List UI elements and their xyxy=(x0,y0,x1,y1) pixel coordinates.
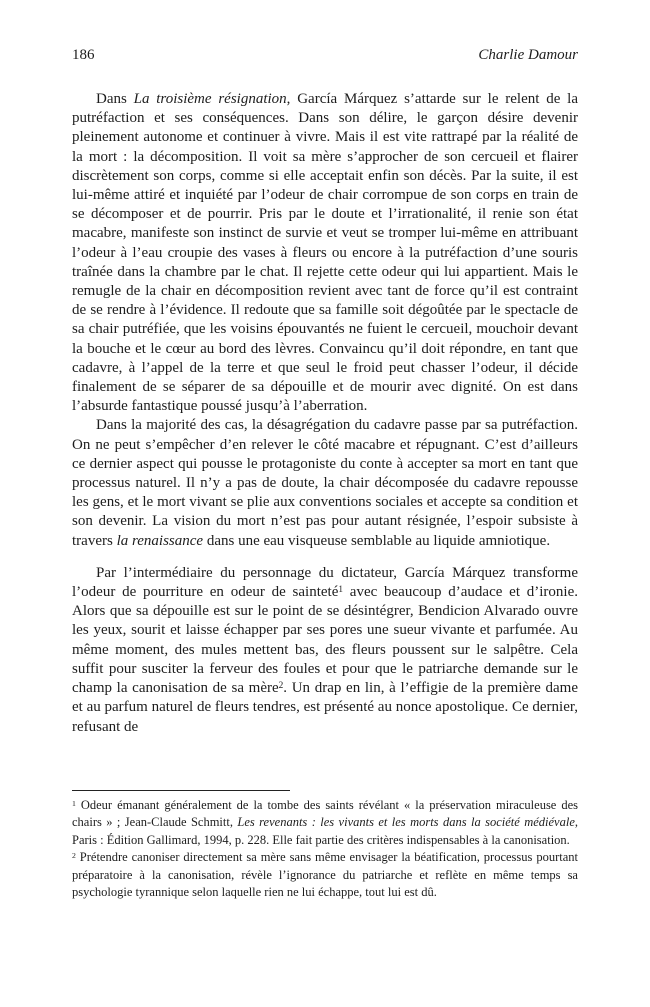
text-run: Prétendre canoniser directement sa mère sans même envisager la béatification, processus pourtant préparatoire à la canonisation, révèle l’ignorance du patriarche et reflète en même temps sa psychologie tyrannique selon laquelle rien ne lui échappe, tout lui est dû. xyxy=(72,850,578,900)
footnote-reference-1: 1 xyxy=(338,584,344,595)
text-run: , Paris : Édition Gallimard, 1994, p. 228. Elle fait partie des critères indispensables à la canonisation. xyxy=(72,815,578,847)
body-text xyxy=(72,90,578,737)
footnotes-section xyxy=(72,790,578,901)
text-run: Odeur émanant généralement de la tombe des saints révélant « la préservation miraculeuse des chairs » ; Jean-Claude Schmitt, xyxy=(72,798,578,830)
italic-emphasis: la renaissance xyxy=(116,532,204,549)
footnote-2 xyxy=(72,849,578,901)
text-run: Dans xyxy=(96,91,134,107)
text-run: Par l’intermédiaire du personnage du dictateur, García Márquez transforme l’odeur de pourriture en odeur de sainteté xyxy=(72,564,578,601)
page-number: 186 xyxy=(72,47,95,63)
text-run: . Un drap en lin, à l’effigie de la première dame et au parfum naturel de fleurs tendres, est présenté au nonce apostolique. Ce dernier, refusant de xyxy=(72,680,578,735)
italic-book-title: Les revenants : les vivants et les morts dans la société médiévale xyxy=(237,815,575,830)
text-run: dans une eau visqueuse semblable au liquide amniotique. xyxy=(203,532,551,549)
footnote-1 xyxy=(72,797,578,849)
paragraph-2 xyxy=(72,416,578,550)
footnote-reference-2: 2 xyxy=(278,680,284,691)
running-header xyxy=(72,46,578,65)
footnote-separator-rule xyxy=(72,790,290,791)
footnote-1-number: 1 xyxy=(72,798,76,808)
text-run: Dans la majorité des cas, la désagrégation du cadavre passe par sa putréfaction. On ne peut s’empêcher d’en relever le côté macabre et répugnant. C’est d’ailleurs ce dernier aspect qui pousse le protagoniste du conte à accepter sa mort en tant que processus naturel. Il n’y a pas de doute, la chair décomposée du cadavre repousse les gens, et le mort vivant se plie aux conventions sociales et accepte sa condition et son devenir. La vision du mort n’est pas pour autant résignée, l’espoir subsiste à travers xyxy=(72,417,578,549)
paragraph-3 xyxy=(72,564,578,737)
italic-story-title: La troisième résignation xyxy=(133,91,287,107)
paragraph-1 xyxy=(72,90,578,416)
running-head-author: Charlie Damour xyxy=(478,47,578,63)
text-run: avec beaucoup d’audace et d’ironie. Alors que sa dépouille est sur le point de se désintégrer, Bendicion Alvarado ouvre les yeux, sourit et laisse échapper par ses pores une sueur vivante et parfumée. Au même moment, des mules mettent bas, des fleurs poussent sur le salpêtre. Cela suffit pour susciter la ferveur des foules et pour que le patriarche demande sur le champ la canonisation de sa mère xyxy=(72,584,578,697)
text-run: , García Márquez s’attarde sur le relent de la putréfaction et ses conséquences. Dans son délire, le garçon désire devenir pleinement autonome et continuer à vivre. Mais il est vite rattrapé par la réalité de la mort : la décomposition. Il voit sa mère s’approcher de son cercueil et flairer discrètement son corps, comme si elle acceptait enfin son décès. Par la suite, il est lui-même attiré et inquiété par l’odeur de chair corrompue de son corps en train de se décomposer et de pourrir. Pris par le doute et l’irrationalité, il renie son état macabre, manifeste son instinct de survie et veut se tromper lui-même en attribuant l’odeur à l’eau croupie des vases à fleurs ou encore à la putréfaction d’une souris traînée dans la chambre par le chat. Il rejette cette odeur qui lui appartient. Mais le remugle de la chair en décomposition revient avec tant de force qu’il est contraint de se rendre à l’évidence. Il redoute que sa famille soit dégoûtée par le spectacle de sa chair putréfiée, que les voisins épouvantés ne fuient le cercueil, mouchoir devant la bouche et le cœur au bord des lèvres. Convaincu qu’il doit répondre, en tant que cadavre, à l’appel de la terre et que seul le froid peut chasser l’odeur, il décide finalement de se séparer de sa dépouille et de mourir avec dignité. On est dans l’absurde fantastique poussé jusqu’à l’aberration. xyxy=(72,91,578,415)
footnote-2-number: 2 xyxy=(72,850,76,860)
